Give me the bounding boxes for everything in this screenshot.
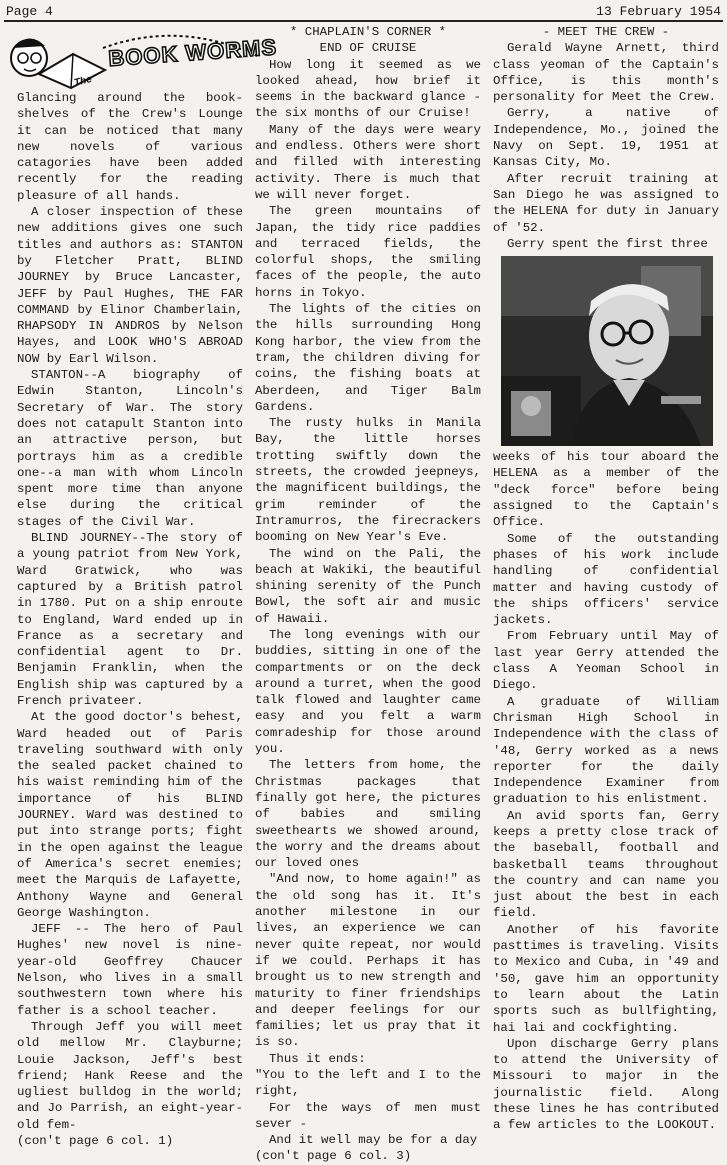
article-paragraph: Another of his favorite pasttimes is traveling. Visits to Mexico and Cuba, in '49 and '50, gave him an opportunity to learn about the Latin sports such as bullfighting, hai lai and cockfighting.	[493, 922, 719, 1035]
article-paragraph: After recruit training at San Diego he was assigned to the HELENA for duty in January of '52.	[493, 171, 719, 235]
column-meet-the-crew	[493, 24, 719, 1134]
article-paragraph: How long it seemed as we looked ahead, how brief it seems in the backward glance - the six months of our Cruise!	[255, 57, 481, 121]
article-paragraph: STANTON--A biography of Edwin Stanton, Lincoln's Secretary of War. The story does not catapult Stanton into an attractive person, but portrays him as a credible one--a man with whom Lincoln spent more time than anyone else during the critical stages of the Civil War.	[17, 368, 243, 529]
article-paragraph: Gerry spent the first three	[507, 236, 708, 251]
article-paragraph: At the good doctor's behest, Ward headed out of Paris traveling southward with only the sealed packet chained to his waist reminding him of the importance of his BLIND JOURNEY. Ward was destined to put into strange ports; fight in the open against the league of America's secret enemies; meet the Marquis de Lafayette, Anthony Wayne and General George Washington.	[17, 710, 243, 920]
logo-the: The	[73, 73, 93, 89]
section-heading: - MEET THE CREW -	[542, 25, 670, 39]
article-paragraph: The green mountains of Japan, the tidy rice paddies and terraced fields, the colorful shops, the smiling faces of the people, the auto horns in Tokyo.	[255, 204, 481, 300]
continuation-note: (con't page 6 col. 3)	[255, 1149, 412, 1164]
article-paragraph: A closer inspection of these new additions gives one such titles and authors as: STANTON by Fletcher Pratt, BLIND JOURNEY by Bruce Lancaster, JEFF by Paul Hughes, THE FAR COMMAND by Elinor Chamberlain, RHAPSODY IN ANDROS by Nelson Hayes, and LOOK WHO'S ABROAD NOW by Earl Wilson.	[17, 205, 243, 366]
article-paragraph: Glancing around the book-shelves of the Crew's Lounge it can be noticed that many new novels of various catagories have been added recently for the reading pleasure of all hands.	[17, 91, 243, 203]
crew-member-photo	[501, 256, 713, 446]
column-book-worms	[17, 24, 278, 1149]
article-paragraph: The wind on the Pali, the beach at Wakiki, the beautiful shining serenity of the Punch Bowl, the soft air and music of Hawaii.	[255, 546, 481, 626]
poem-line: For the ways of men must sever -	[255, 1100, 481, 1131]
article-paragraph: The rusty hulks in Manila Bay, the little horses trotting swiftly down the streets, the crowded jeepneys, the magnificent buildings, the grim reminder of the Intramurros, the firecrackers booming on New Year's Eve.	[255, 416, 481, 545]
page-number: Page 4	[6, 4, 53, 19]
header-rule	[4, 20, 723, 22]
poem-line: And it well may be for a day	[269, 1133, 478, 1148]
article-paragraph: The lights of the cities on the hills surrounding Hong Kong harbor, the view from the tram, the children diving for coins, the fishing boats at Aberdeen, and Tiger Balm Gardens.	[255, 302, 481, 414]
poem-line: "You to the left and I to the right,	[255, 1068, 481, 1099]
continuation-note: (con't page 6 col. 1)	[17, 1134, 174, 1148]
article-paragraph: Gerald Wayne Arnett, third class yeoman of the Captain's Office, is this month's personality for Meet the Crew.	[493, 41, 719, 105]
article-paragraph: A graduate of William Chrisman High School in Independence with the class of '48, Gerry worked as a news reporter for the daily Independence Examiner from graduation to his enlistment.	[493, 694, 719, 807]
article-paragraph: weeks of his tour aboard the HELENA as a member of the "deck force" before being assigned to the Captain's Office.	[493, 450, 719, 530]
section-heading: * CHAPLAIN'S CORNER *	[289, 25, 447, 39]
article-paragraph: Upon discharge Gerry plans to attend the University of Missouri to major in the journalistic field. Along these lines he has contributed a few articles to the LOOKOUT.	[493, 1036, 719, 1133]
article-paragraph: Gerry, a native of Independence, Mo., joined the Navy on Sept. 19, 1951 at Kansas City, Mo.	[493, 106, 719, 170]
article-paragraph: BLIND JOURNEY--The story of a young patriot from New York, Ward Gratwick, who was captured by a British patrol in 1780. Put on a ship enroute to England, Ward ended up in France as a secretary and confidential agent to Dr. Benjamin Franklin, when the English ship was captured by a French privateer.	[17, 531, 243, 708]
article-paragraph: The long evenings with our buddies, sitting in one of the compartments or on the deck around a turret, when the good talk flowed and laughter came easy and you felt a warm comradeship for those around you.	[255, 627, 481, 757]
article-paragraph: The letters from home, the Christmas packages that finally got here, the pictures of babies and smiling sweethearts we showed around, the worry and the dreams about our loved ones	[255, 758, 481, 871]
book-worms-logo	[17, 24, 278, 90]
article-paragraph: "And now, to home again!" as the old song has it. It's another milestone in our lives, an experience we can never quite repeat, nor would if we could. Perhaps it has brought us to new strength and maturity to finer friendships and deeper feelings for our families; let us pray that it is so.	[255, 872, 481, 1050]
article-title: END OF CRUISE	[319, 41, 417, 56]
article-paragraph: JEFF -- The hero of Paul Hughes' new novel is nine-year-old Geoffrey Chaucer Nelson, who lives in a small southwestern town where his father is a school teacher.	[17, 922, 243, 1018]
article-paragraph: Thus it ends:	[269, 1051, 366, 1066]
article-paragraph: Through Jeff you will meet old mellow Mr. Clayburne; Louie Jackson, Jeff's best friend; Hank Reese and the ugliest bulldog in the world; and Jo Parrish, an eight-year-old fem-	[17, 1019, 243, 1132]
article-paragraph: From February until May of last year Gerry attended the class A Yeoman School in Diego.	[493, 629, 719, 693]
article-paragraph: An avid sports fan, Gerry keeps a pretty close track of the baseball, football and basketball teams throughout the country and can name you just about the best in each field.	[493, 808, 719, 921]
column-chaplains-corner	[255, 24, 481, 1165]
article-paragraph: Many of the days were weary and endless. Others were short and filled with interesting activity. There is much that we will never forget.	[255, 122, 481, 202]
logo-book-worms: BOOK WORMS	[107, 34, 278, 71]
issue-date: 13 February 1954	[596, 4, 721, 19]
article-paragraph: Some of the outstanding phases of his work include handling of confidential matter and having custody of the ships officers' service jackets.	[493, 531, 719, 628]
